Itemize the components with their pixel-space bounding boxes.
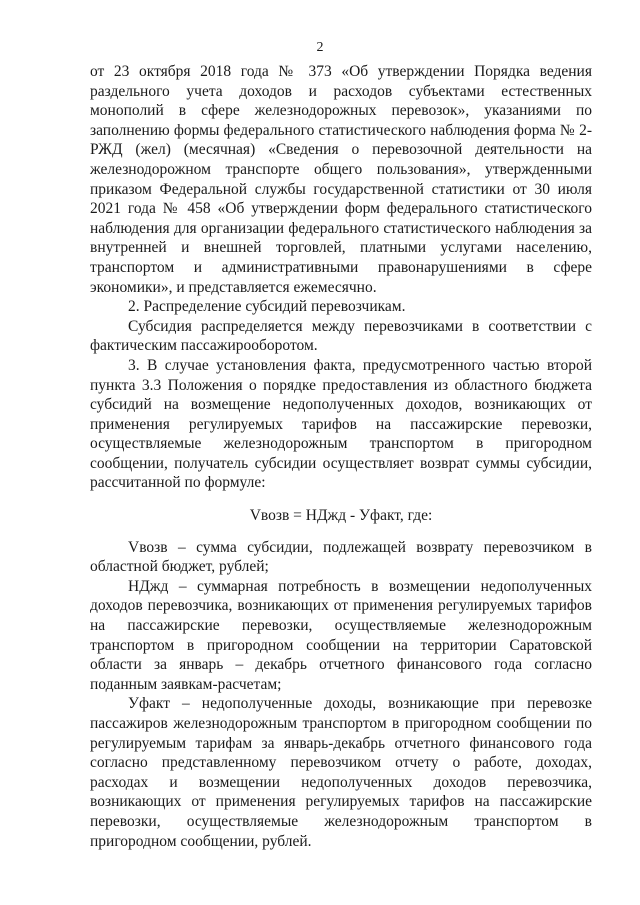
section-heading-distribution: 2. Распределение субсидий перевозчикам. bbox=[128, 298, 406, 316]
paragraph-distribution: Субсидия распределяется между перевозчиками в соответствии с фактическим пассажирооборотом. bbox=[90, 317, 592, 355]
definition-ndzhd: НДжд – суммарная потребность в возмещении недополученных доходов перевозчика, возникающих от применения регулируемых тарифов на пассажирские перевозки, осуществляемые железнодорожным транспортом в пригородном сообщении на территории Саратовской области за январь – декабрь отчетного финансового года согласно поданным заявкам-расчетам; bbox=[90, 577, 592, 693]
paragraph-refund-condition: 3. В случае установления факта, предусмотренного частью второй пункта 3.3 Положения о порядке предоставления из областного бюджета субсидий на возмещение недополученных доходов, возникающих от применения регулируемых тарифов на пассажирские перевозки, осуществляемые железнодорожным транспортом в пригородном сообщении, получатель субсидии осуществляет возврат суммы субсидии, рассчитанной по формуле: bbox=[90, 356, 592, 492]
page-number: 2 bbox=[316, 40, 324, 55]
definition-vvozv: Vвозв – сумма субсидии, подлежащей возврату перевозчиком в областной бюджет, рублей; bbox=[90, 538, 592, 576]
paragraph-continuation: от 23 октября 2018 года № 373 «Об утверждении Порядка ведения раздельного учета доходов и расходов субъектами естественных монополий в сфере железнодорожных перевозок», указаниями по заполнению формы федерального статистического наблюдения форма № 2-РЖД (жел) (месячная) «Сведения о перевозочной деятельности на железнодорожном транспорте общего пользования», утвержденными приказом Федеральной службы государственной статистики от 30 июля 2021 года № 458 «Об утверждении форм федерального статистического наблюдения для организации федерального статистического наблюдения за внутренней и внешней торговлей, платными услугами населению, транспортом и административными правонарушениями в сфере экономики», и представляется ежемесячно. bbox=[90, 63, 592, 296]
document-body bbox=[90, 62, 592, 851]
refund-formula: Vвозв = НДжд - Уфакт, где: bbox=[249, 507, 433, 525]
definition-ufakt: Уфакт – недополученные доходы, возникающие при перевозке пассажиров железнодорожным транспортом в пригородном сообщении по регулируемым тарифам за январь-декабрь отчетного финансового года согласно представленному перевозчиком отчету о работе, доходах, расходах и возмещении недополученных доходов перевозчика, возникающих от применения регулируемых тарифов на пассажирские перевозки, осуществляемые железнодорожным транспортом в пригородном сообщении, рублей. bbox=[90, 695, 592, 850]
